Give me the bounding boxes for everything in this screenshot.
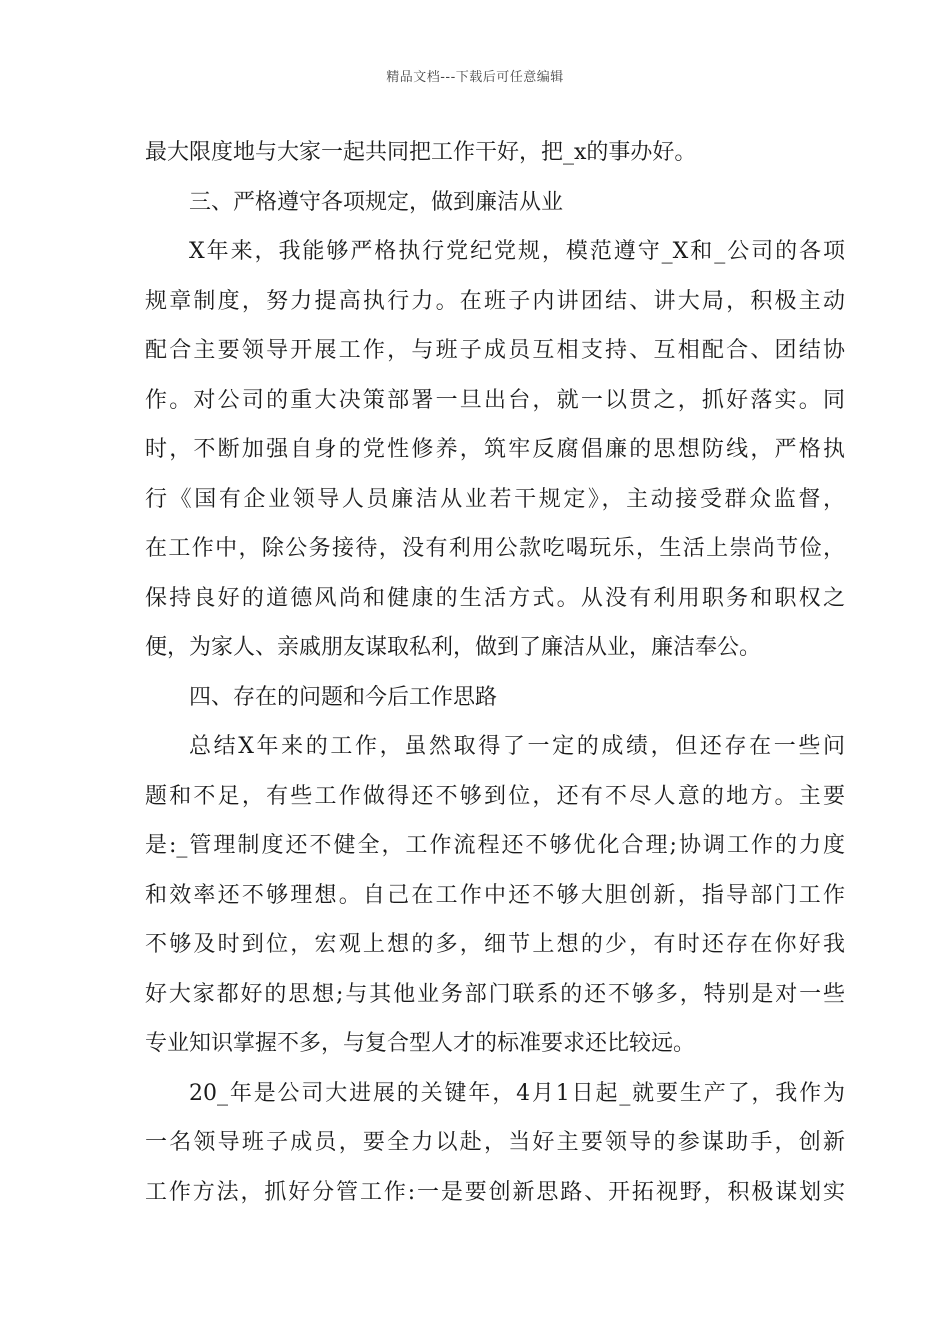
- paragraph-line: 行《国有企业领导人员廉洁从业若干规定》，主动接受群众监督，: [145, 486, 845, 512]
- paragraph-line: 不够及时到位，宏观上想的多，细节上想的少，有时还存在你好我: [145, 932, 845, 957]
- section-heading: 三、严格遵守各项规定，做到廉洁从业: [189, 189, 564, 215]
- paragraph-line: 专业知识掌握不多，与复合型人才的标准要求还比较远。: [145, 1031, 696, 1056]
- paragraph-line: 最大限度地与大家一起共同把工作干好，把_x的事办好。: [145, 140, 697, 165]
- section-heading: 四、存在的问题和今后工作思路: [189, 684, 498, 710]
- paragraph-line: 在工作中，除公务接待，没有利用公款吃喝玩乐，生活上崇尚节俭，: [145, 536, 845, 561]
- paragraph-line: 题和不足，有些工作做得还不够到位，还有不尽人意的地方。主要: [145, 783, 845, 809]
- paragraph-line: 工作方法，抓好分管工作:一是要创新思路、开拓视野，积极谋划实: [145, 1179, 845, 1205]
- paragraph-line: 规章制度，努力提高执行力。在班子内讲团结、讲大局，积极主动: [145, 288, 845, 314]
- paragraph-line: 是:_管理制度还不健全，工作流程还不够优化合理;协调工作的力度: [145, 833, 845, 858]
- paragraph-line: 一名领导班子成员，要全力以赴，当好主要领导的参谋助手，创新: [145, 1130, 845, 1155]
- paragraph-line: 好大家都好的思想;与其他业务部门联系的还不够多，特别是对一些: [145, 981, 845, 1007]
- paragraph-line: 20_年是公司大进展的关键年，4月1日起_就要生产了，我作为: [189, 1080, 845, 1106]
- page-header: 精品文档---下载后可任意编辑: [386, 70, 564, 85]
- paragraph-line: 保持良好的道德风尚和健康的生活方式。从没有利用职务和职权之: [145, 585, 845, 611]
- paragraph-line: 总结X年来的工作，虽然取得了一定的成绩，但还存在一些问: [189, 734, 845, 759]
- body-text: [145, 128, 845, 1217]
- paragraph-line: X年来，我能够严格执行党纪党规，模范遵守_X和_公司的各项: [189, 239, 845, 264]
- paragraph-line: 便，为家人、亲戚朋友谋取私利，做到了廉洁从业，廉洁奉公。: [145, 635, 762, 660]
- paragraph-line: 时，不断加强自身的党性修养，筑牢反腐倡廉的思想防线，严格执: [145, 437, 845, 462]
- paragraph-line: 和效率还不够理想。自己在工作中还不够大胆创新，指导部门工作: [145, 882, 845, 908]
- paragraph-line: 配合主要领导开展工作，与班子成员互相支持、互相配合、团结协: [145, 338, 845, 363]
- paragraph-line: 作。对公司的重大决策部署一旦出台，就一以贯之，抓好落实。同: [145, 387, 845, 413]
